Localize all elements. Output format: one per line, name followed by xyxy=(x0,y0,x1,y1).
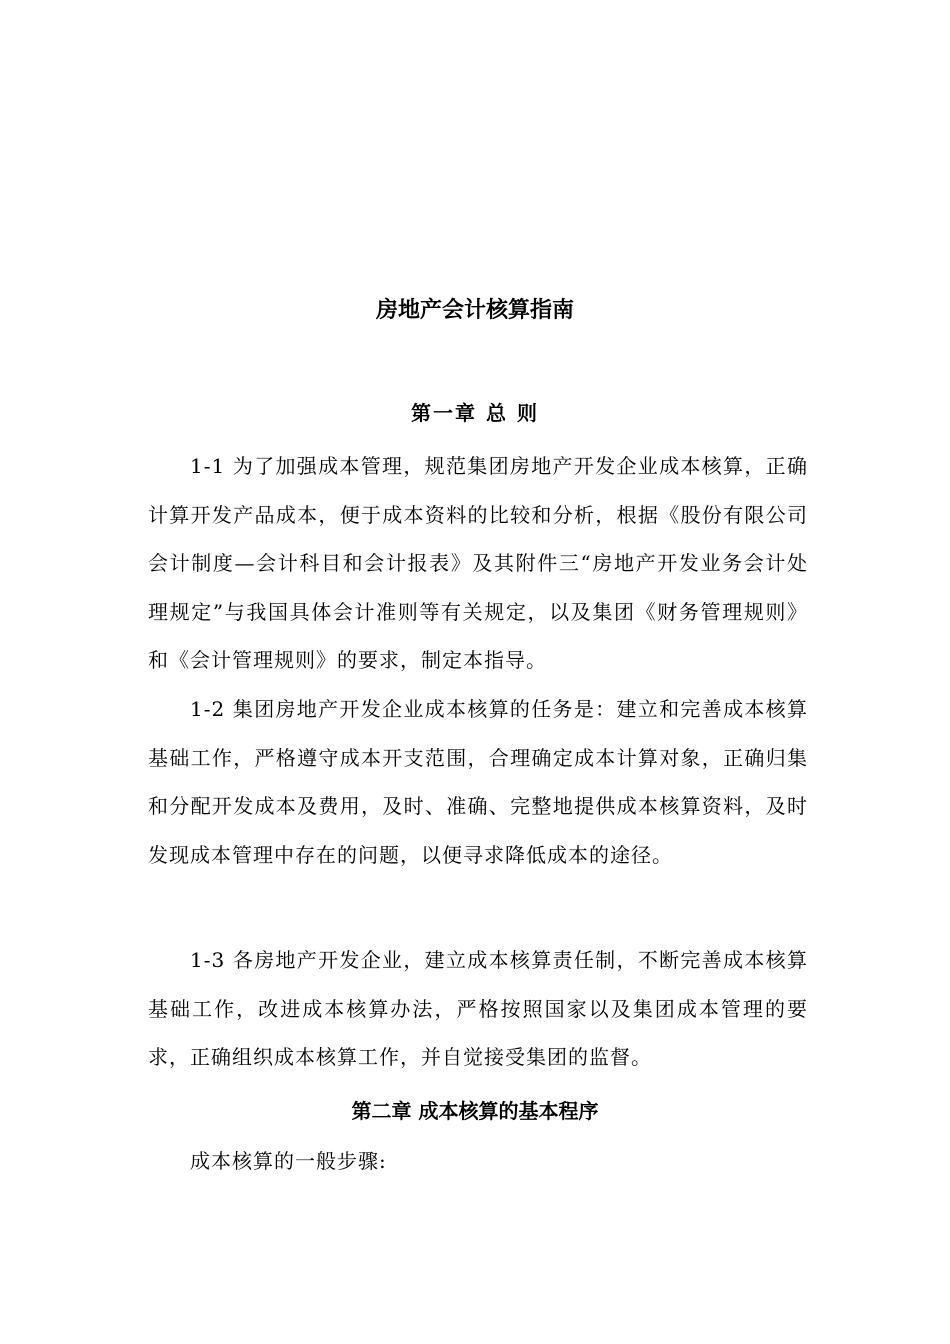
paragraph-1-1: 1-1 为了加强成本管理，规范集团房地产开发企业成本核算，正确计算开发产品成本，便于成本资料的比较和分析，根据《股份有限公司会计制度—会计科目和会计报表》及其附件三“房地产开发业务会计处理规定”与我国具体会计准则等有关规定，以及集团《财务管理规则》和《会计管理规则》的要求，制定本指导。 xyxy=(148,454,808,673)
chapter-2-intro: 成本核算的一般步骤: xyxy=(190,1149,387,1173)
paragraph-1-3: 1-3 各房地产开发企业，建立成本核算责任制，不断完善成本核算基础工作，改进成本核算办法，严格按照国家以及集团成本管理的要求，正确组织成本核算工作，并自觉接受集团的监督。 xyxy=(148,948,808,1070)
chapter-2-heading: 第二章 成本核算的基本程序 xyxy=(351,1099,599,1123)
document-title: 房地产会计核算指南 xyxy=(375,298,574,323)
chapter-1-heading: 第一章 总 则 xyxy=(411,401,539,425)
paragraph-1-2: 1-2 集团房地产开发企业成本核算的任务是：建立和完善成本核算基础工作，严格遵守成本开支范围，合理确定成本计算对象，正确归集和分配开发成本及费用，及时、准确、完整地提供成本核算资料，及时发现成本管理中存在的问题，以便寻求降低成本的途径。 xyxy=(148,697,808,867)
